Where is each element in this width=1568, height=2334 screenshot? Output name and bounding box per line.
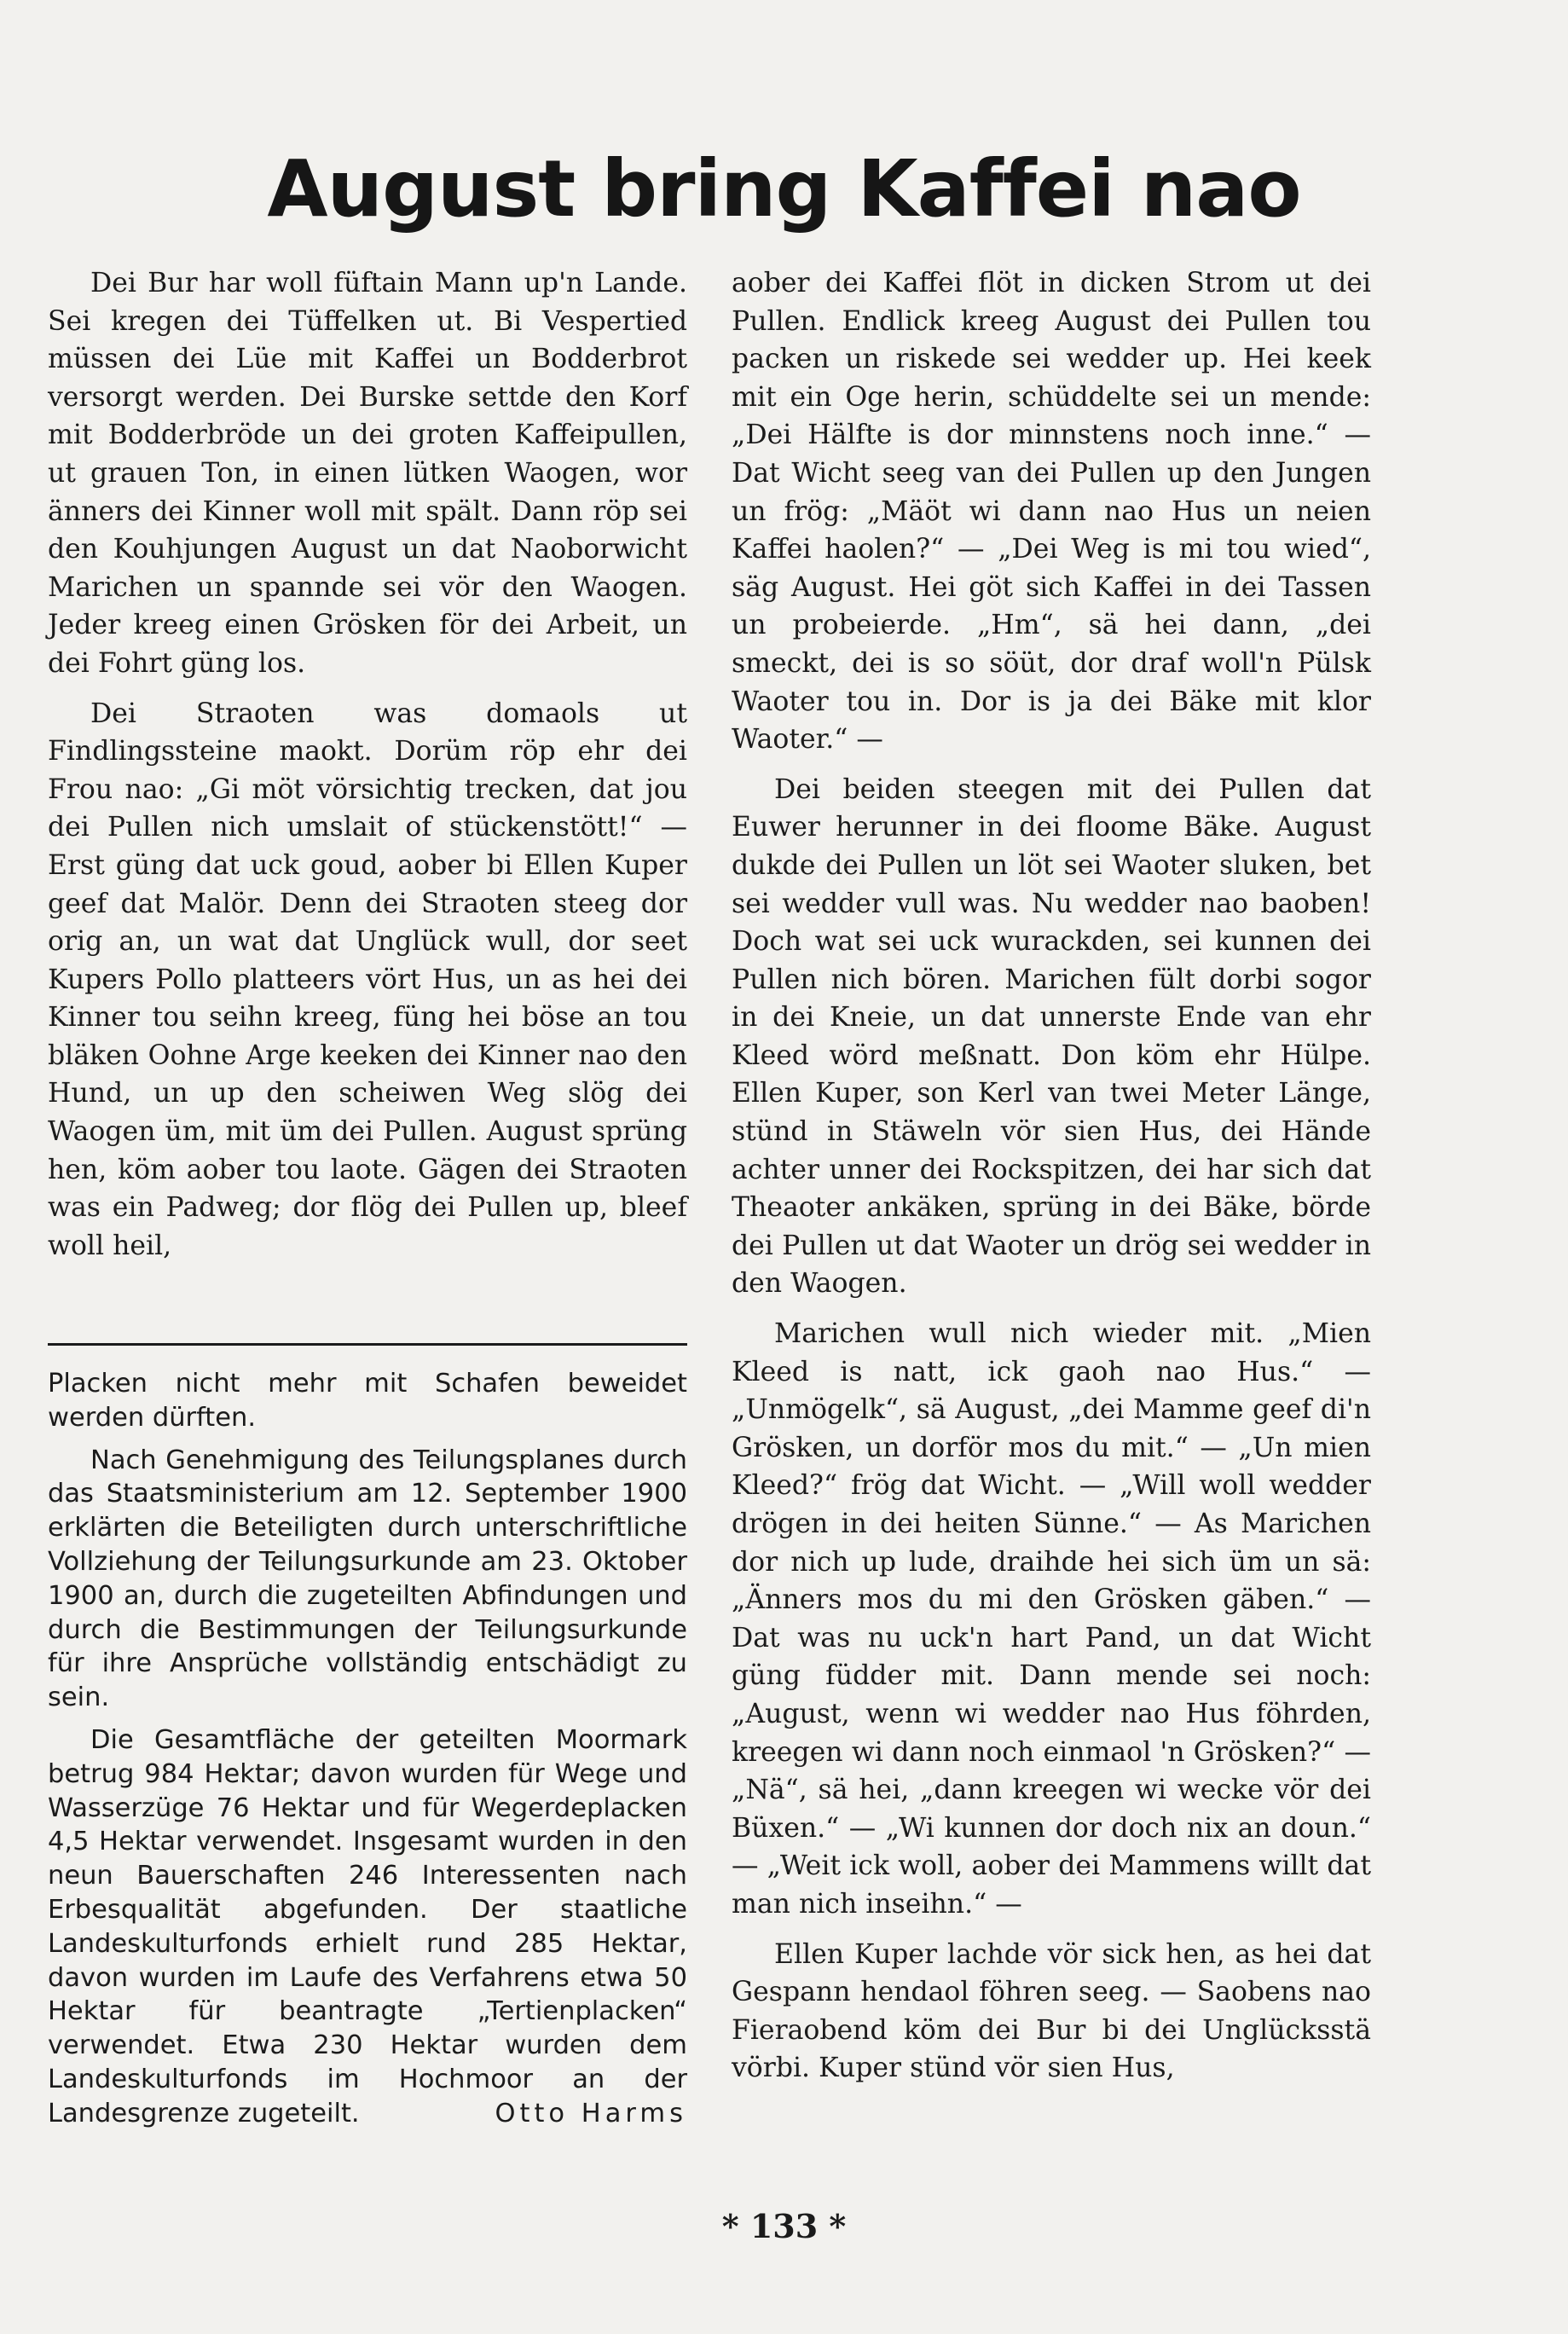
paragraph: Placken nicht mehr mit Schafen beweidet werden dürften. (48, 1369, 687, 1433)
article-column-left (48, 264, 687, 1277)
article-title: August bring Kaffei nao (267, 143, 1301, 235)
paragraph (48, 1723, 687, 2131)
section-divider (48, 1343, 687, 1346)
paragraph-text: Die Gesamtfläche der geteilten Moormark betrug 984 Hektar; davon wurden für Wege und Wasserzüge 76 Hektar und für Wegerdeplacken 4,5 Hektar verwendet. Insgesamt wurden in den neun Bauerschaften 246 Interessenten nach Erbesqualität abgefunden. Der staatliche Landeskulturfonds erhielt rund 285 Hektar, davon wurden im Laufe des Verfahrens etwa 50 Hektar für beantragte „Tertienplacken“ verwendet. Etwa 230 Hektar wurden dem Landeskulturfonds im Hochmoor an der Landesgrenze zugeteilt. (48, 1724, 687, 2128)
previous-article-column (48, 1367, 687, 2140)
paragraph: Marichen wull nich wieder mit. „Mien Kleed is natt, ick gaoh nao Hus.“ — „Unmögelk“, sä August, „dei Mamme geef di'n Grösken, un dorför mos du mit.“ — „Un mien Kleed?“ frög dat Wicht. — „Will woll wedder drögen in dei heiten Sünne.“ — As Marichen dor nich up lude, draihde hei sich üm un sä: „Änners mos du mi den Grösken gäben.“ — Dat was nu uck'n hart Pand, un dat Wicht güng füdder mit. Dann mende sei noch: „August, wenn wi wedder nao Hus föhrden, kreegen wi dann noch einmaol 'n Grösken?“ — „Nä“, sä hei, „dann kreegen wi wecke vör dei Büxen.“ — „Wi kunnen dor doch nix an doun.“ — „Weit ick woll, aober dei Mammens willt dat man nich inseihn.“ — (732, 1318, 1371, 1920)
paragraph: aober dei Kaffei flöt in dicken Strom ut dei Pullen. Endlick kreeg August dei Pullen tou packen un riskede sei wedder up. Hei keek mit ein Oge herin, schüddelte sei un mende: „Dei Hälfte is dor minnstens noch inne.“ — Dat Wicht seeg van dei Pullen up den Jungen un frög: „Mäöt wi dann nao Hus un neien Kaffei haolen?“ — „Dei Weg is mi tou wied“, säg August. Hei göt sich Kaffei in dei Tassen un probeierde. „Hm“, sä hei dann, „dei smeckt, dei is so söüt, dor draf woll'n Pülsk Waoter tou in. Dor is ja dei Bäke mit klor Waoter.“ — (732, 268, 1371, 756)
paragraph: Ellen Kuper lachde vör sick hen, as hei dat Gespann hendaol föhren seeg. — Saobens nao Fieraobend köm dei Bur bi dei Unglücksstä vörbi. Kuper stünd vör sien Hus, (732, 1938, 1371, 2084)
paragraph: Dei beiden steegen mit dei Pullen dat Euwer herunner in dei floome Bäke. August dukde dei Pullen un löt sei Waoter sluken, bet sei wedder vull was. Nu wedder nao baoben! Doch wat sei uck wurackden, sei kunnen dei Pullen nich bören. Marichen fült dorbi sogor in dei Kneie, un dat unnerste Ende van ehr Kleed wörd meßnatt. Don köm ehr Hülpe. Ellen Kuper, son Kerl van twei Meter Länge, stünd in Stäweln vör sien Hus, dei Hände achter unner dei Rockspitzen, dei har sich dat Theaoter ankäken, sprüng in dei Bäke, börde dei Pullen ut dat Waoter un drög sei wedder in den Waogen. (732, 773, 1371, 1300)
article-column-right (732, 264, 1371, 2099)
paragraph: Dei Bur har woll füftain Mann up'n Lande. Sei kregen dei Tüffelken ut. Bi Vespertied müssen dei Lüe mit Kaffei un Bodderbrot versorgt werden. Dei Burske settde den Korf mit Bodderbröde un dei groten Kaffeipullen, ut grauen Ton, in einen lütken Waogen, wor änners dei Kinner woll mit spält. Dann röp sei den Kouhjungen August un dat Naoborwicht Marichen un spannde sei vör den Waogen. Jeder kreeg einen Grösken för dei Arbeit, un dei Fohrt güng los. (48, 268, 687, 679)
author-signature: Otto Harms (495, 2098, 687, 2128)
paragraph: Nach Genehmigung des Teilungsplanes durch das Staatsministerium am 12. September 1900 erklärten die Beteiligten durch unterschriftliche Vollziehung der Teilungsurkunde am 23. Oktober 1900 an, durch die zugeteilten Abfindungen und durch die Bestimmungen der Teilungsurkunde für ihre Ansprüche vollständig entschädigt zu sein. (48, 1445, 687, 1713)
paragraph: Dei Straoten was domaols ut Findlingssteine maokt. Dorüm röp ehr dei Frou nao: „Gi möt vörsichtig trecken, dat jou dei Pullen nich umslait of stückenstött!“ — Erst güng dat uck goud, aober bi Ellen Kuper geef dat Malör. Denn dei Straoten steeg dor orig an, un wat dat Unglück wull, dor seet Kupers Pollo platteers vört Hus, un as hei dei Kinner tou seihn kreeg, füng hei böse an tou bläken Oohne Arge keeken dei Kinner nao den Hund, un up den scheiwen Weg slög dei Waogen üm, mit üm dei Pullen. August sprüng hen, köm aober tou laote. Gägen dei Straoten was ein Padweg; dor flög dei Pullen up, bleef woll heil, (48, 698, 687, 1261)
page-number: * 133 * (721, 2207, 847, 2245)
